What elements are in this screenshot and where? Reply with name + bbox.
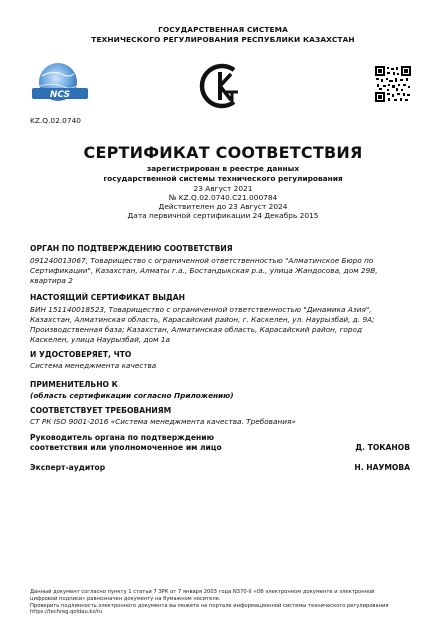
- issued-to-line-1: БИН 151140018523, Товарищество с ограниченной ответственностью "Динамика Азия",: [30, 305, 372, 314]
- registry-line-1: зарегистрирован в реестре данных: [146, 164, 300, 173]
- first-certification-date: Дата первичной сертификации 24 Декабрь 2015: [127, 211, 319, 220]
- authority-line-2: Сертификации", Казахстан, Алматы г.а., Бостандыкская р.а., улица Жандосова, дом 29В,: [30, 266, 378, 275]
- authority-title: ОРГАН ПО ПОДТВЕРЖДЕНИЮ СООТВЕТСТВИЯ: [30, 244, 233, 253]
- head-label-line-1: Руководитель органа по подтверждению: [30, 433, 214, 442]
- registration-code: KZ.Q.02.0740: [30, 116, 81, 125]
- issued-to-text: [30, 305, 420, 345]
- registry-date: 23 Август 2021: [193, 184, 253, 193]
- expert-label: Эксперт-аудитор: [30, 463, 106, 472]
- footer-line-1: Данный документ согласно пункту 1 статьи 7 ЗРК от 7 января 2003 года N370-II «Об электронном документе и электронной: [30, 589, 375, 595]
- applied-to-text: (область сертификации согласно Приложению): [30, 391, 234, 400]
- applied-to-title: ПРИМЕНИТЕЛЬНО К: [30, 380, 118, 389]
- certificate-number: № KZ.Q.02.0740.C21.000784: [168, 193, 278, 202]
- legal-footer: [30, 589, 420, 616]
- footer-line-2: цифровой подписи» равнозначен документу на бумажном носителе.: [30, 595, 221, 602]
- certifies-text: Система менеджмента качества: [30, 361, 157, 370]
- issued-to-line-4: Каскелен, улица Наурызбай, дом 1а: [30, 335, 170, 344]
- header-line-1: ГОСУДАРСТВЕННАЯ СИСТЕМА: [158, 25, 288, 34]
- issued-to-title: НАСТОЯЩИЙ СЕРТИФИКАТ ВЫДАН: [30, 293, 186, 302]
- footer-verification-link[interactable]: https://techreg.qoldau.kz/ru: [30, 609, 103, 616]
- footer-line-3: Проверить подлинность электронного документа вы можете на портале информационной системы технического регулирования: [30, 602, 389, 609]
- requirements-title: СООТВЕТСТВУЕТ ТРЕБОВАНИЯМ: [30, 406, 172, 415]
- kz-conformity-mark-logo: [198, 62, 246, 110]
- issued-to-line-3: Производственная база; Казахстан, Алматинская область, Карасайский район, город: [30, 325, 363, 334]
- requirements-text: СТ РК ISO 9001-2016 «Система менеджмента качества. Требования»: [30, 417, 296, 426]
- ncs-logo-text: NCS: [49, 90, 71, 100]
- issued-to-line-2: Казахстан, Алматинская область, Карасайский район, г. Каскелен, ул. Наурызбай, д. 9А;: [30, 315, 375, 324]
- qr-code-icon: [375, 66, 411, 102]
- head-signatory-name: Д. ТОКАНОВ: [355, 443, 410, 452]
- head-label-line-2: соответствия или уполномоченное им лицо: [30, 443, 222, 452]
- authority-line-1: 091240013067, Товарищество с ограниченной ответственностью "Алматинское Бюро по: [30, 256, 374, 265]
- header-line-2: ТЕХНИЧЕСКОГО РЕГУЛИРОВАНИЯ РЕСПУБЛИКИ КАЗАХСТАН: [91, 35, 355, 44]
- head-signature-label: [30, 433, 222, 453]
- valid-until: Действителен до 23 Август 2024: [158, 202, 288, 211]
- certifies-title: И УДОСТОВЕРЯЕТ, ЧТО: [30, 350, 132, 359]
- authority-line-3: квартира 2: [30, 276, 73, 285]
- expert-name: Н. НАУМОВА: [354, 463, 410, 472]
- registry-line-2: государственной системы технического регулирования: [103, 174, 343, 183]
- document-title: СЕРТИФИКАТ СООТВЕТСТВИЯ: [83, 143, 363, 162]
- authority-text: [30, 256, 420, 286]
- ncs-globe-logo: [28, 60, 92, 108]
